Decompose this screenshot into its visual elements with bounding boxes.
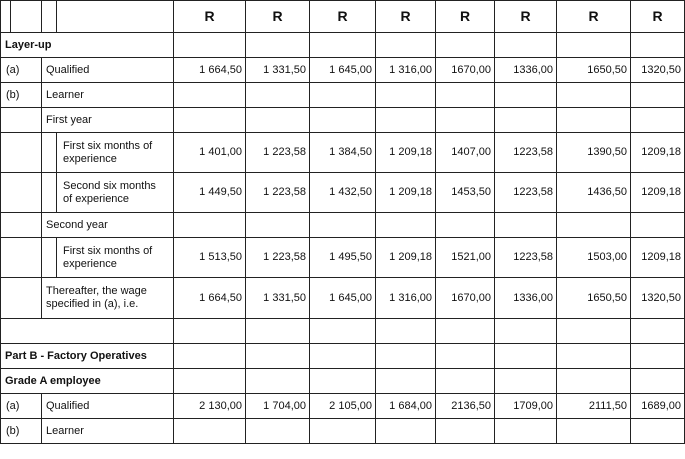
wage-value: 1 664,50 xyxy=(174,58,246,83)
wage-value: 1209,18 xyxy=(631,173,685,213)
empty-cell xyxy=(557,419,631,444)
wage-value: 1689,00 xyxy=(631,394,685,419)
wage-value: 2111,50 xyxy=(557,394,631,419)
empty-cell xyxy=(310,369,376,394)
wage-value: 1453,50 xyxy=(436,173,495,213)
empty-cell xyxy=(436,108,495,133)
corner-cell-4 xyxy=(57,1,174,33)
currency-header: R xyxy=(557,1,631,33)
row-grade-a-learner xyxy=(1,419,685,444)
empty-cell xyxy=(174,344,246,369)
wage-value: 1223,58 xyxy=(495,133,557,173)
row-index: (b) xyxy=(1,419,42,444)
empty-cell xyxy=(1,173,42,213)
empty-cell xyxy=(631,83,685,108)
empty-cell xyxy=(174,33,246,58)
wage-value: 1 432,50 xyxy=(310,173,376,213)
wage-value: 1223,58 xyxy=(495,173,557,213)
section-title: Grade A employee xyxy=(1,369,174,394)
wage-value: 1 384,50 xyxy=(310,133,376,173)
row-layer-learner xyxy=(1,83,685,108)
empty-cell xyxy=(376,319,436,344)
empty-cell xyxy=(436,319,495,344)
empty-cell xyxy=(174,83,246,108)
wage-value: 1 209,18 xyxy=(376,238,436,278)
empty-cell xyxy=(376,344,436,369)
empty-cell xyxy=(631,33,685,58)
row-label-line: Thereafter, the wage xyxy=(46,285,147,297)
empty-cell xyxy=(310,344,376,369)
wage-value: 1390,50 xyxy=(557,133,631,173)
empty-cell xyxy=(174,213,246,238)
empty-cell xyxy=(376,419,436,444)
wage-value: 1 664,50 xyxy=(174,278,246,319)
row-label xyxy=(57,173,174,213)
empty-cell xyxy=(495,344,557,369)
wage-value: 2 130,00 xyxy=(174,394,246,419)
section-title: Layer-up xyxy=(1,33,174,58)
row-label xyxy=(57,133,174,173)
empty-cell xyxy=(310,33,376,58)
empty-cell xyxy=(1,213,42,238)
empty-cell xyxy=(557,33,631,58)
row-label: Qualified xyxy=(42,58,174,83)
row-fy-second-six xyxy=(1,173,685,213)
empty-cell xyxy=(246,213,310,238)
wage-value: 1 645,00 xyxy=(310,278,376,319)
empty-cell xyxy=(436,83,495,108)
empty-cell xyxy=(376,83,436,108)
row-label-line: experience xyxy=(63,152,117,165)
header-row xyxy=(1,1,685,33)
wage-value: 1650,50 xyxy=(557,278,631,319)
empty-cell xyxy=(174,319,246,344)
empty-cell xyxy=(557,108,631,133)
corner-cell-3 xyxy=(42,1,57,33)
wage-value: 1670,00 xyxy=(436,278,495,319)
row-label-line: specified in (a), i.e. xyxy=(46,298,139,310)
section-row-grade-a xyxy=(1,369,685,394)
row-index: (a) xyxy=(1,394,42,419)
empty-cell xyxy=(1,319,174,344)
empty-cell xyxy=(310,319,376,344)
empty-cell xyxy=(376,108,436,133)
row-label-line: of experience xyxy=(63,192,130,205)
empty-cell xyxy=(436,369,495,394)
row-label-line: Second six months xyxy=(63,179,156,192)
wage-value: 1320,50 xyxy=(631,278,685,319)
wage-value: 1 209,18 xyxy=(376,173,436,213)
empty-cell xyxy=(436,344,495,369)
empty-cell xyxy=(246,369,310,394)
empty-cell xyxy=(246,419,310,444)
indent-cell xyxy=(42,173,57,213)
currency-header: R xyxy=(631,1,685,33)
wage-value: 1670,00 xyxy=(436,58,495,83)
empty-cell xyxy=(631,369,685,394)
wage-value: 1709,00 xyxy=(495,394,557,419)
empty-cell xyxy=(376,369,436,394)
row-label-line: First six months of xyxy=(63,139,153,152)
empty-cell xyxy=(376,33,436,58)
wage-value: 1 209,18 xyxy=(376,133,436,173)
empty-cell xyxy=(631,108,685,133)
wage-value: 1503,00 xyxy=(557,238,631,278)
empty-cell xyxy=(436,33,495,58)
wage-value: 1 495,50 xyxy=(310,238,376,278)
wage-value: 1 513,50 xyxy=(174,238,246,278)
empty-cell xyxy=(495,108,557,133)
empty-cell xyxy=(557,319,631,344)
row-blank xyxy=(1,319,685,344)
currency-header: R xyxy=(436,1,495,33)
empty-cell xyxy=(1,108,42,133)
wage-value: 1 331,50 xyxy=(246,58,310,83)
wage-value: 1209,18 xyxy=(631,238,685,278)
empty-cell xyxy=(310,213,376,238)
empty-cell xyxy=(631,319,685,344)
empty-cell xyxy=(495,369,557,394)
indent-cell xyxy=(42,238,57,278)
empty-cell xyxy=(557,83,631,108)
row-label xyxy=(57,238,174,278)
row-fy-first-six xyxy=(1,133,685,173)
wage-value: 2136,50 xyxy=(436,394,495,419)
wage-value: 1 316,00 xyxy=(376,58,436,83)
wage-value: 1 645,00 xyxy=(310,58,376,83)
wage-value: 1 316,00 xyxy=(376,278,436,319)
section-title: Part B - Factory Operatives xyxy=(1,344,174,369)
wage-value: 1650,50 xyxy=(557,58,631,83)
row-layer-qualified xyxy=(1,58,685,83)
empty-cell xyxy=(376,213,436,238)
empty-cell xyxy=(495,83,557,108)
row-label-line: experience xyxy=(63,257,117,270)
empty-cell xyxy=(436,213,495,238)
row-label: Second year xyxy=(42,213,174,238)
currency-header: R xyxy=(495,1,557,33)
wage-value: 1336,00 xyxy=(495,58,557,83)
empty-cell xyxy=(436,419,495,444)
empty-cell xyxy=(631,419,685,444)
empty-cell xyxy=(246,83,310,108)
wage-value: 1209,18 xyxy=(631,133,685,173)
section-row-part-b xyxy=(1,344,685,369)
empty-cell xyxy=(174,108,246,133)
empty-cell xyxy=(310,108,376,133)
row-grade-a-qualified xyxy=(1,394,685,419)
empty-cell xyxy=(1,133,42,173)
empty-cell xyxy=(174,419,246,444)
wage-value: 1336,00 xyxy=(495,278,557,319)
row-sy-first-six xyxy=(1,238,685,278)
row-label: Qualified xyxy=(42,394,174,419)
empty-cell xyxy=(310,419,376,444)
wage-value: 1223,58 xyxy=(495,238,557,278)
row-index: (a) xyxy=(1,58,42,83)
row-index: (b) xyxy=(1,83,42,108)
row-thereafter xyxy=(1,278,685,319)
wage-value: 1 223,58 xyxy=(246,133,310,173)
empty-cell xyxy=(495,213,557,238)
section-row-layer-up xyxy=(1,33,685,58)
empty-cell xyxy=(495,419,557,444)
empty-cell xyxy=(246,344,310,369)
wage-value: 1 223,58 xyxy=(246,173,310,213)
corner-cell-1 xyxy=(1,1,11,33)
currency-header: R xyxy=(376,1,436,33)
wage-value: 1 223,58 xyxy=(246,238,310,278)
currency-header: R xyxy=(246,1,310,33)
row-first-year xyxy=(1,108,685,133)
wage-value: 1 331,50 xyxy=(246,278,310,319)
wage-value: 1 401,00 xyxy=(174,133,246,173)
wage-value: 1320,50 xyxy=(631,58,685,83)
row-label: Learner xyxy=(42,83,174,108)
empty-cell xyxy=(1,238,42,278)
empty-cell xyxy=(174,369,246,394)
empty-cell xyxy=(246,33,310,58)
empty-cell xyxy=(246,108,310,133)
empty-cell xyxy=(495,33,557,58)
currency-header: R xyxy=(174,1,246,33)
empty-cell xyxy=(557,213,631,238)
wage-value: 1436,50 xyxy=(557,173,631,213)
empty-cell xyxy=(495,319,557,344)
empty-cell xyxy=(557,369,631,394)
wage-value: 1521,00 xyxy=(436,238,495,278)
currency-header: R xyxy=(310,1,376,33)
wage-value: 1407,00 xyxy=(436,133,495,173)
row-label xyxy=(42,278,174,319)
wage-value: 1 449,50 xyxy=(174,173,246,213)
empty-cell xyxy=(631,344,685,369)
empty-cell xyxy=(310,83,376,108)
row-second-year xyxy=(1,213,685,238)
wage-value: 1 704,00 xyxy=(246,394,310,419)
empty-cell xyxy=(246,319,310,344)
empty-cell xyxy=(631,213,685,238)
corner-cell-2 xyxy=(11,1,42,33)
empty-cell xyxy=(557,344,631,369)
indent-cell xyxy=(42,133,57,173)
wage-value: 1 684,00 xyxy=(376,394,436,419)
row-label: Learner xyxy=(42,419,174,444)
row-label-line: First six months of xyxy=(63,244,153,257)
empty-cell xyxy=(1,278,42,319)
wage-value: 2 105,00 xyxy=(310,394,376,419)
row-label: First year xyxy=(42,108,174,133)
